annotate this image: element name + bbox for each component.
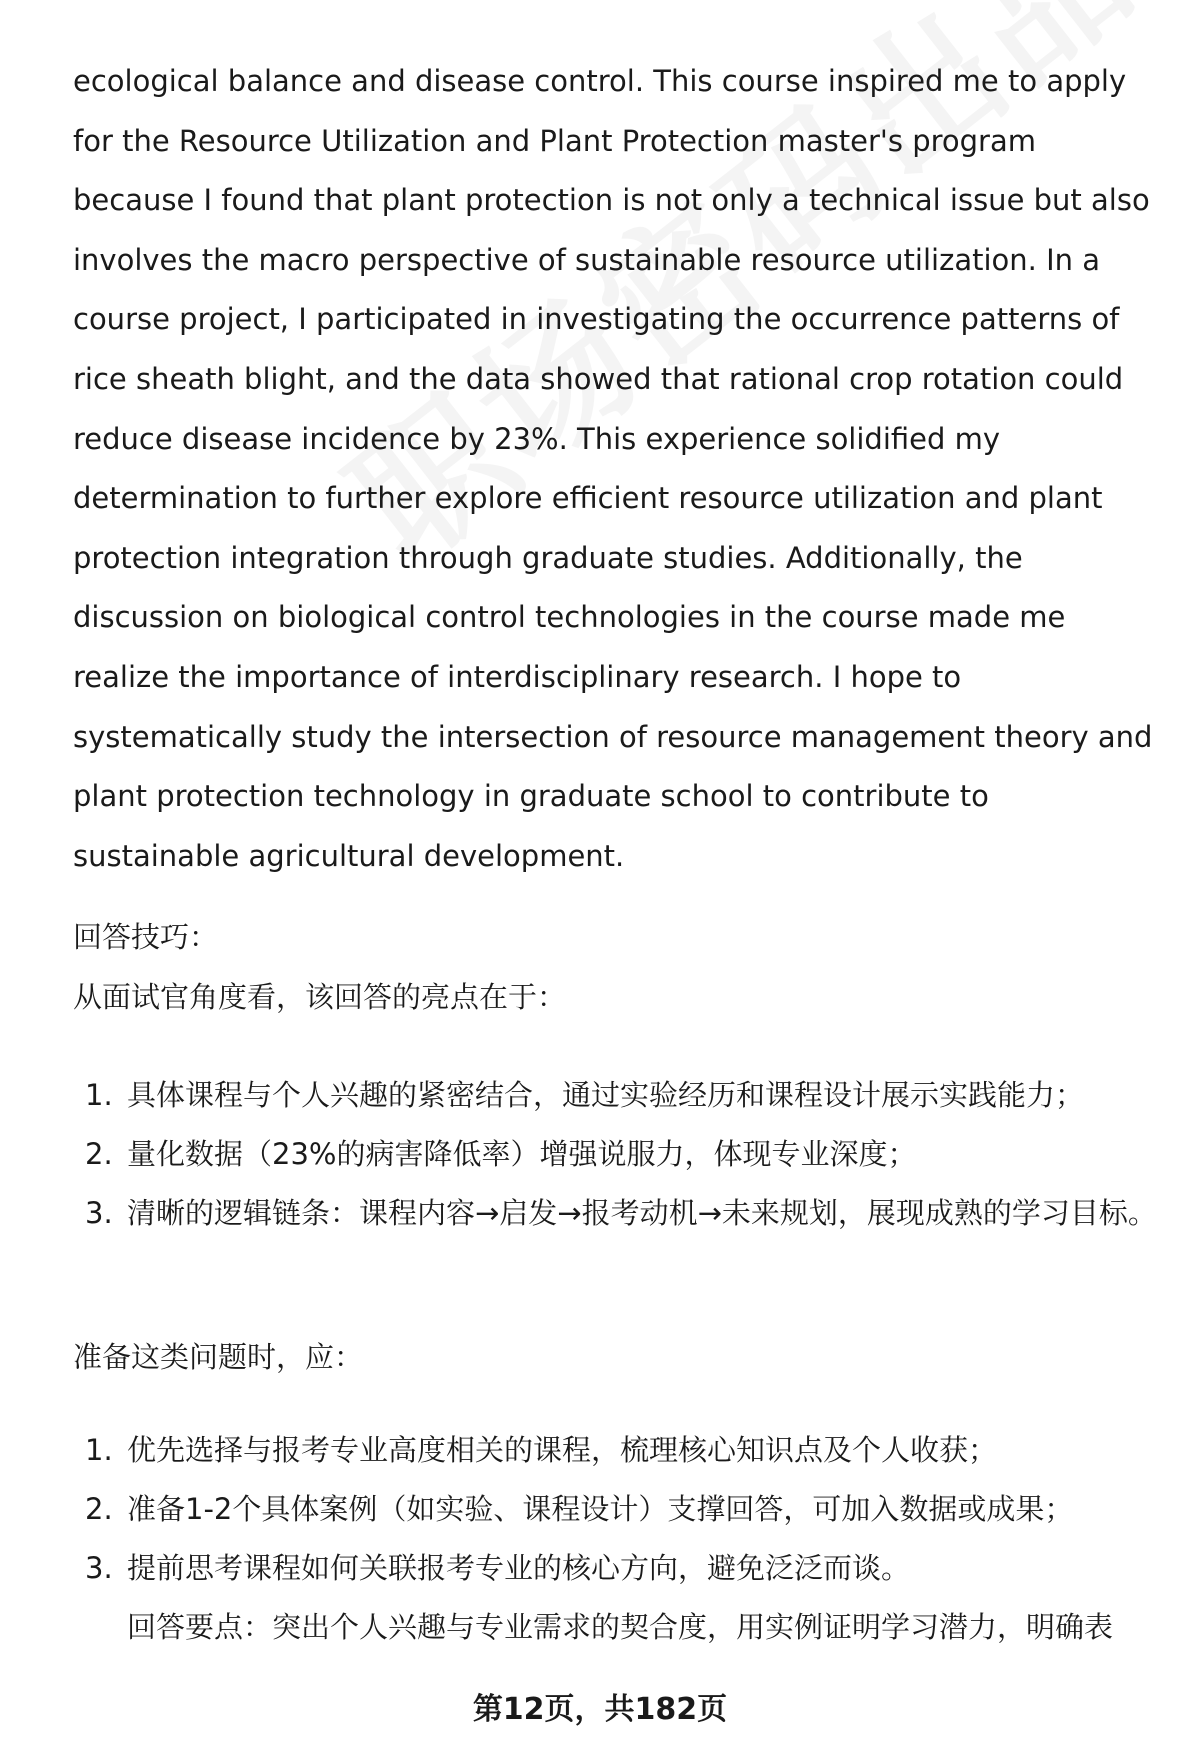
list-item	[73, 1125, 1163, 1184]
list-item-text: 优先选择与报考专业高度相关的课程，梳理核心知识点及个人收获；	[127, 1433, 998, 1467]
list-item-text: 具体课程与个人兴趣的紧密结合，通过实验经历和课程设计展示实践能力；	[127, 1078, 1085, 1112]
list-item-text: 量化数据（23%的病害降低率）增强说服力，体现专业深度；	[127, 1137, 917, 1171]
list-item	[73, 1539, 1163, 1598]
list-item-text: 清晰的逻辑链条：课程内容→启发→报考动机→未来规划，展现成熟的学习目标。	[127, 1196, 1157, 1230]
list-item	[73, 1480, 1163, 1539]
list-item-number: 2.	[85, 1492, 113, 1526]
page-number-footer: 第12页，共182页	[472, 1692, 728, 1727]
list-item-number: 3.	[85, 1551, 113, 1585]
key-points-text: 回答要点：突出个人兴趣与专业需求的契合度，用实例证明学习潜力，明确表	[127, 1610, 1114, 1644]
list-item-number: 2.	[85, 1137, 113, 1171]
tips-list	[73, 1066, 1163, 1243]
list-item	[73, 1184, 1163, 1243]
list-item-number: 1.	[85, 1433, 113, 1467]
list-item	[73, 1066, 1163, 1125]
list-item	[73, 1421, 1163, 1480]
list-item-number: 1.	[85, 1078, 113, 1112]
tips-subheading: 从面试官角度看，该回答的亮点在于：	[73, 980, 567, 1014]
list-item-number: 3.	[85, 1196, 113, 1230]
prep-list	[73, 1421, 1163, 1657]
tips-heading: 回答技巧：	[73, 920, 219, 954]
prep-heading: 准备这类问题时，应：	[73, 1340, 364, 1374]
list-item-text: 准备1-2个具体案例（如实验、课程设计）支撑回答，可加入数据或成果；	[127, 1492, 1074, 1526]
key-points-line	[73, 1598, 1163, 1657]
list-item-text: 提前思考课程如何关联报考专业的核心方向，避免泛泛而谈。	[127, 1551, 911, 1585]
intro-paragraph: ecological balance and disease control. This course inspired me to apply for the Resource Utilization and Plant Protection master's program because I found that plant protection is not only a technical issue but also involves the macro perspective of sustainable resource utilization. In a course project, I participated in investigating the occurrence patterns of rice sheath blight, and the data showed that rational crop rotation could reduce disease incidence by 23%. This experience solidified my determination to further explore efficient resource utilization and plant protection integration through graduate studies. Additionally, the discussion on biological control technologies in the course made me realize the importance of interdisciplinary research. I hope to systematically study the intersection of resource management theory and plant protection technology in graduate school to contribute to sustainable agricultural development.	[73, 64, 1153, 873]
